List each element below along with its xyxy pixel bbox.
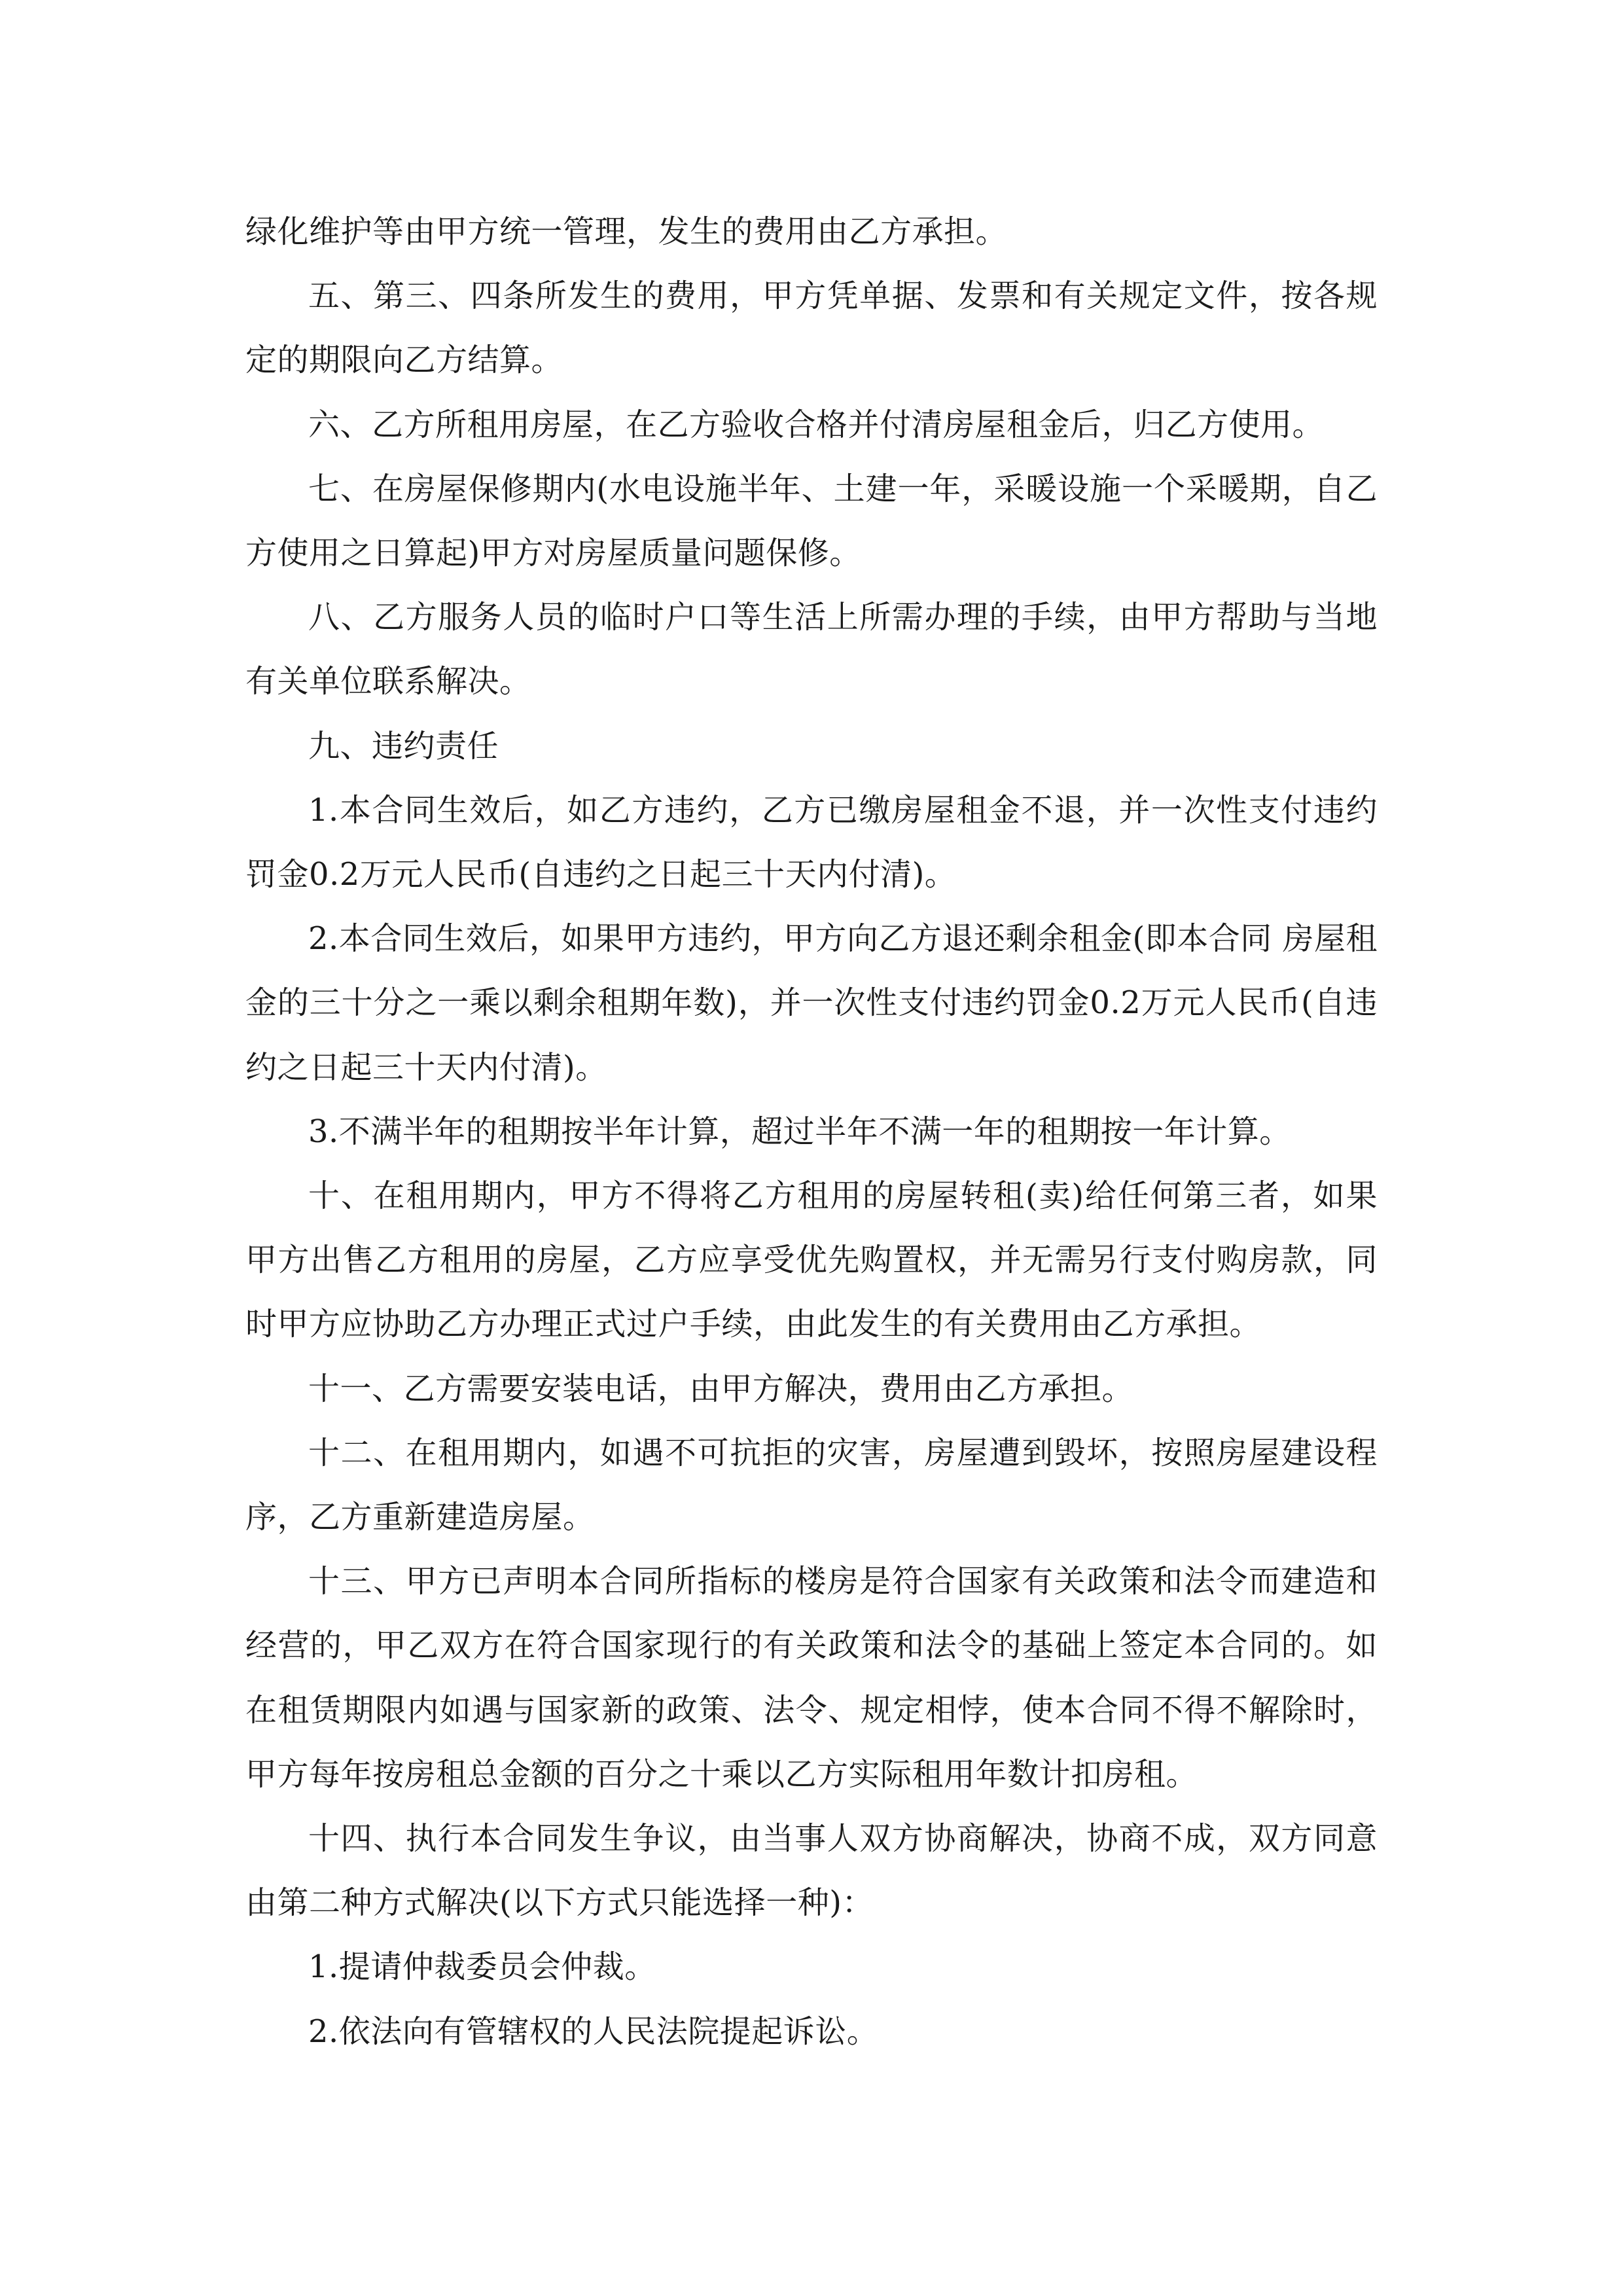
paragraph-clause-14-item-1: 1.提请仲裁委员会仲裁。 bbox=[308, 1948, 656, 1986]
document-body bbox=[245, 200, 1378, 2064]
paragraph-clause-14: 十四、执行本合同发生争议，由当事人双方协商解决，协商不成，双方同意由第二种方式解决(以下方式只能选择一种)： bbox=[245, 1820, 1378, 1922]
paragraph-clause-12: 十二、在租用期内，如遇不可抗拒的灾害，房屋遭到毁坏，按照房屋建设程序，乙方重新建造房屋。 bbox=[245, 1434, 1378, 1536]
paragraph-clause-7: 七、在房屋保修期内(水电设施半年、土建一年，采暖设施一个采暖期，自乙方使用之日算起)甲方对房屋质量问题保修。 bbox=[245, 470, 1378, 572]
paragraph-clause-11: 十一、乙方需要安装电话，由甲方解决，费用由乙方承担。 bbox=[308, 1370, 1134, 1407]
paragraph-continuation: 绿化维护等由甲方统一管理，发生的费用由乙方承担。 bbox=[245, 213, 1008, 250]
paragraph-clause-6: 六、乙方所租用房屋，在乙方验收合格并付清房屋租金后，归乙方使用。 bbox=[308, 406, 1325, 443]
paragraph-clause-13: 十三、甲方已声明本合同所指标的楼房是符合国家有关政策和法令而建造和经营的，甲乙双方在符合国家现行的有关政策和法令的基础上签定本合同的。如在租赁期限内如遇与国家新的政策、法令、规定相悖，使本合同不得不解除时，甲方每年按房租总金额的百分之十乘以乙方实际租用年数计扣房租。 bbox=[245, 1563, 1378, 1793]
paragraph-clause-9-item-3: 3.不满半年的租期按半年计算，超过半年不满一年的租期按一年计算。 bbox=[308, 1113, 1291, 1150]
heading-clause-9: 九、违约责任 bbox=[308, 727, 499, 764]
paragraph-clause-9-item-2: 2.本合同生效后，如果甲方违约，甲方向乙方退还剩余租金(即本合同 房屋租金的三十分之一乘以剩余租期年数)，并一次性支付违约罚金0.2万元人民币(自违约之日起三十天内付清)。 bbox=[245, 920, 1378, 1086]
paragraph-clause-14-item-2: 2.依法向有管辖权的人民法院提起诉讼。 bbox=[308, 2013, 879, 2050]
paragraph-clause-8: 八、乙方服务人员的临时户口等生活上所需办理的手续，由甲方帮助与当地有关单位联系解决。 bbox=[245, 599, 1378, 700]
paragraph-clause-9-item-1: 1.本合同生效后，如乙方违约，乙方已缴房屋租金不退，并一次性支付违约罚金0.2万元人民币(自违约之日起三十天内付清)。 bbox=[245, 791, 1378, 893]
paragraph-clause-5: 五、第三、四条所发生的费用，甲方凭单据、发票和有关规定文件，按各规定的期限向乙方结算。 bbox=[245, 278, 1378, 379]
paragraph-clause-10: 十、在租用期内，甲方不得将乙方租用的房屋转租(卖)给任何第三者，如果甲方出售乙方租用的房屋，乙方应享受优先购置权，并无需另行支付购房款，同时甲方应协助乙方办理正式过户手续，由此发生的有关费用由乙方承担。 bbox=[245, 1177, 1378, 1343]
